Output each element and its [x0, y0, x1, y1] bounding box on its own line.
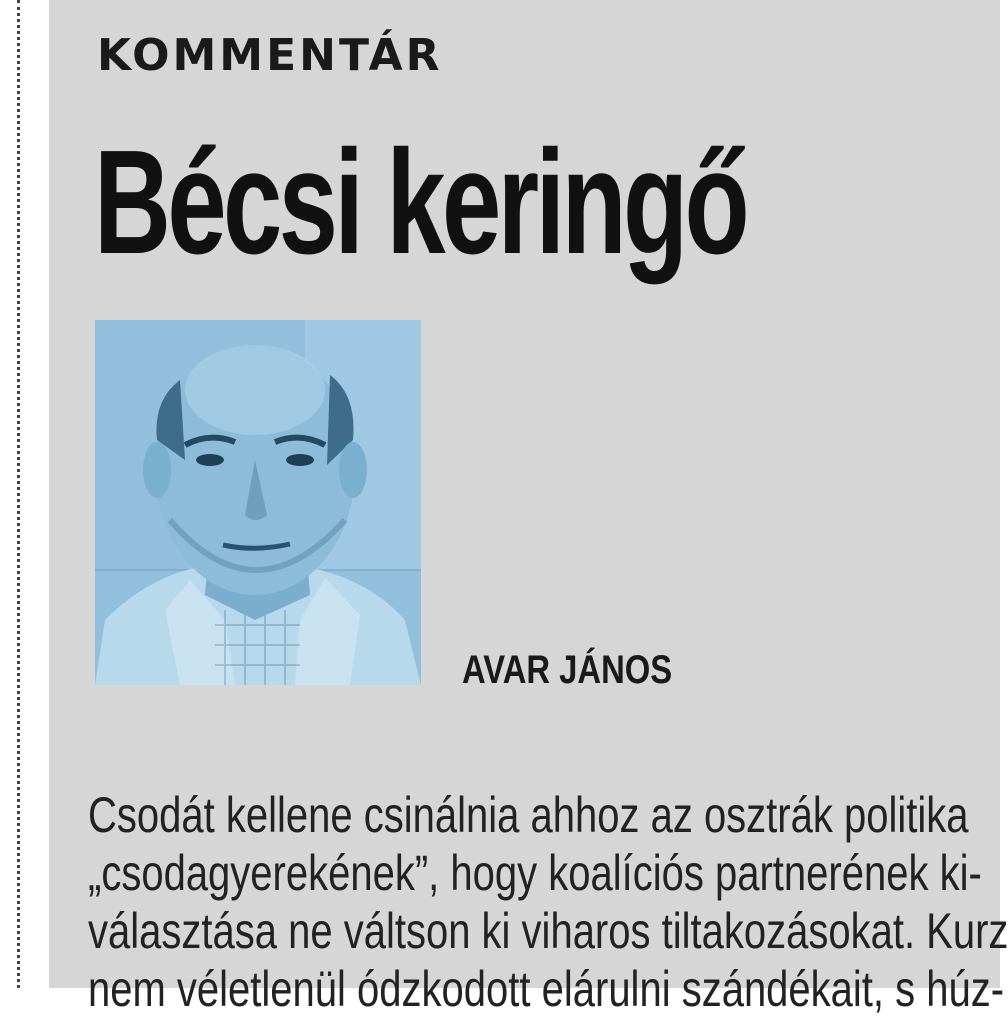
author-photo — [95, 320, 421, 685]
headline: Bécsi keringő — [94, 120, 747, 285]
portrait-illustration — [95, 320, 421, 685]
author-byline: AVAR JÁNOS — [462, 648, 673, 692]
body-line: „csodagyerekének”, hogy koalíciós partnerének ki- — [88, 845, 982, 901]
column-divider — [17, 0, 20, 988]
body-line: Csodát kellene csinálnia ahhoz az osztrák politika — [88, 787, 969, 843]
section-kicker: KOMMENTÁR — [97, 30, 443, 81]
article-body — [88, 786, 1008, 1018]
body-line: nem véletlenül ódzkodott elárulni szándékait, s húz- — [88, 961, 1005, 1017]
body-line: választása ne váltson ki viharos tiltakozásokat. Kurz — [88, 903, 1008, 959]
